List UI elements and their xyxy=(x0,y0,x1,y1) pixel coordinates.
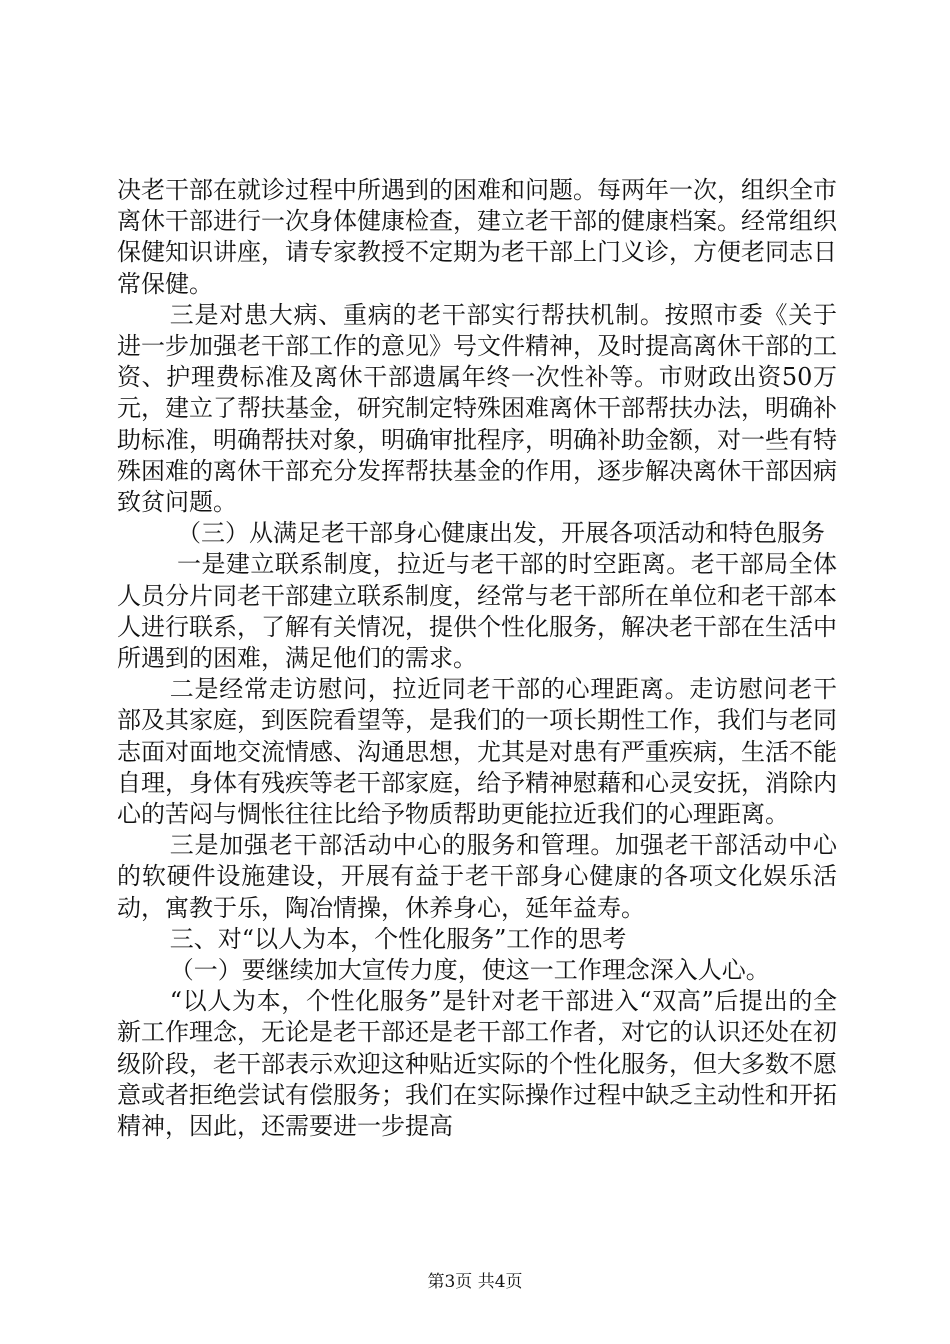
paragraph-5: 二是经常走访慰问，拉近同老干部的心理距离。走访慰问老干部及其家庭，到医院看望等，是我们的一项长期性工作，我们与老同志面对面地交流情感、沟通思想，尤其是对患有严重疾病，生活不能自理，身体有残疾等老干部家庭，给予精神慰藉和心灵安抚，消除内心的苦闷与惆怅往往比给予物质帮助更能拉近我们的心理距离。 xyxy=(117,675,837,829)
paragraph-4: 一是建立联系制度，拉近与老干部的时空距离。老干部局全体人员分片同老干部建立联系制度，经常与老干部所在单位和老干部本人进行联系，了解有关情况，提供个性化服务，解决老干部在生活中所遇到的困难，满足他们的需求。 xyxy=(117,550,837,673)
paragraph-1: 决老干部在就诊过程中所遇到的困难和问题。每两年一次，组织全市离休干部进行一次身体健康检查，建立老干部的健康档案。经常组织保健知识讲座，请专家教授不定期为老干部上门义诊，方便老同志日常保健。 xyxy=(117,176,837,298)
paragraph-2: 三是对患大病、重病的老干部实行帮扶机制。按照市委《关于进一步加强老干部工作的意见》号文件精神，及时提高离休干部的工资、护理费标准及离休干部遗属年终一次性补等。市财政出资50万元，建立了帮扶基金，研究制定特殊困难离休干部帮扶办法，明确补助标准，明确帮扶对象，明确审批程序，明确补助金额，对一些有特殊困难的离休干部充分发挥帮扶基金的作用，逐步解决离休干部因病致贫问题。 xyxy=(117,300,837,517)
section-heading-three: 三、对“以人为本，个性化服务”工作的思考 xyxy=(169,924,627,953)
paragraph-6: 三是加强老干部活动中心的服务和管理。加强老干部活动中心的软硬件设施建设，开展有益于老干部身心健康的各项文化娱乐活动，寓教于乐，陶冶情操，休养身心，延年益寿。 xyxy=(117,831,837,922)
document-body xyxy=(117,175,837,1142)
paragraph-9: “以人为本，个性化服务”是针对老干部进入“双高”后提出的全新工作理念，无论是老干部还是老干部工作者，对它的认识还处在初级阶段，老干部表示欢迎这种贴近实际的个性化服务，但大多数不愿意或者拒绝尝试有偿服务；我们在实际操作过程中缺乏主动性和开拓精神，因此，还需要进一步提高 xyxy=(117,987,837,1141)
subsection-heading-1: （一）要继续加大宣传力度，使这一工作理念深入人心。 xyxy=(169,956,770,985)
section-heading-3: （三）从满足老干部身心健康出发，开展各项活动和特色服务 xyxy=(177,519,825,548)
page-number-footer: 第3页 共4页 xyxy=(427,1272,523,1292)
